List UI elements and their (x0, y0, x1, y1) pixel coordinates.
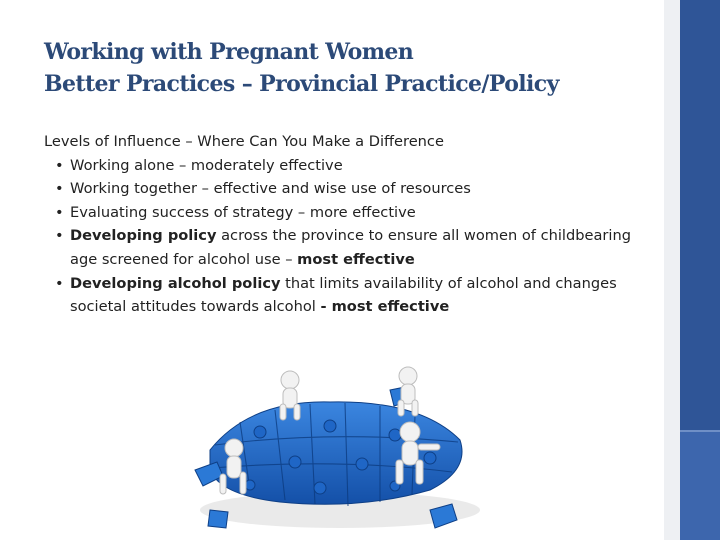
sidebar-lower-block (680, 432, 720, 540)
bullet-text: that limits availability of alcohol and changes societal attitudes towards alcohol (70, 274, 617, 316)
bullet-bold-tail: most effective (297, 250, 415, 268)
slide-title (44, 36, 644, 100)
intro-text: Levels of Influence – Where Can You Make a Difference (44, 133, 444, 150)
bullet-text: Working together – effective and wise use of resources (70, 180, 471, 198)
bullet-item (44, 177, 644, 201)
bullet-dot: • (55, 274, 64, 292)
slide-body (44, 130, 644, 319)
figure-top-right (398, 367, 418, 416)
bullet-item (44, 201, 644, 225)
bullet-bold-tail: - most effective (320, 298, 450, 316)
title-line-1: Working with Pregnant Women (44, 39, 414, 65)
bullet-text: across the province to ensure all women of childbearing age screened for alcohol use – (70, 227, 631, 268)
bullet-dot: • (55, 227, 64, 245)
title-line-2: Better Practices – Provincial Practice/Policy (44, 71, 559, 97)
sidebar-light-strip (664, 0, 680, 540)
puzzle-people-image (190, 360, 480, 540)
bullet-text: Working alone – moderately effective (70, 156, 343, 174)
bullet-bold-lead: Developing alcohol policy (70, 274, 281, 292)
bullet-item (44, 224, 644, 271)
bullet-text: Evaluating success of strategy – more effective (70, 203, 416, 221)
bullet-dot: • (55, 156, 64, 174)
bullet-bold-lead: Developing policy (70, 227, 217, 245)
bullet-dot: • (55, 180, 64, 198)
bullet-dot: • (55, 203, 64, 221)
bullet-item (44, 272, 644, 319)
bullet-item (44, 154, 644, 178)
